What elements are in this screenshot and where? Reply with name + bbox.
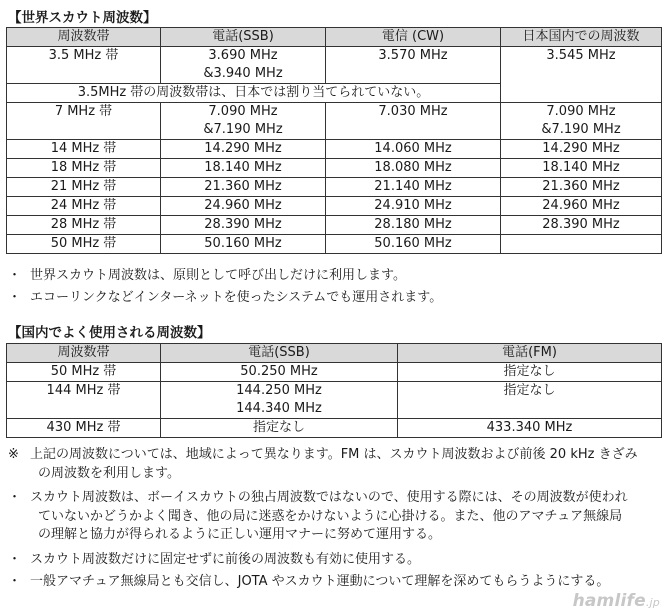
ssb-value: 144.340 MHz: [236, 401, 322, 416]
bullet-mark: ・: [8, 552, 22, 567]
header-ssb: 電話(SSB): [161, 344, 398, 363]
bullet-text: 世界スカウト周波数は、原則として呼び出しだけに利用します。: [30, 268, 406, 283]
note-asterisk: [8, 446, 658, 483]
cw-cell: 21.140 MHz: [326, 178, 501, 197]
header-fm: 電話(FM): [398, 344, 662, 363]
note-bullet: [8, 551, 658, 570]
bullet-mark: ・: [8, 290, 22, 305]
jp-value: &7.190 MHz: [541, 122, 621, 137]
world-scout-frequency-table: [6, 27, 662, 254]
note-text: スカウト周波数は、ボーイスカウトの独占周波数ではないので、使用する際には、その周波数が使われ: [30, 490, 628, 505]
cw-cell: 50.160 MHz: [326, 235, 501, 254]
jp-cell: 14.290 MHz: [501, 140, 662, 159]
table-row: [7, 363, 662, 382]
ssb-cell: [161, 47, 326, 84]
note-text: 一般アマチュア無線局とも交信し、JOTA やスカウト運動について理解を深めてもらうようにする。: [30, 574, 610, 589]
fm-cell: 433.340 MHz: [398, 419, 662, 438]
band-cell: 144 MHz 帯: [7, 382, 161, 419]
table-row: [7, 178, 662, 197]
fm-cell: 指定なし: [398, 382, 662, 419]
band-cell: 24 MHz 帯: [7, 197, 161, 216]
section2-title: 【国内でよく使用される周波数】: [8, 325, 211, 341]
jp-cell: [501, 235, 662, 254]
cw-cell: 3.570 MHz: [326, 47, 501, 84]
band-cell: 430 MHz 帯: [7, 419, 161, 438]
header-cw: 電信 (CW): [326, 28, 501, 47]
section1-bullet: [8, 267, 658, 286]
jp-cell: 24.960 MHz: [501, 197, 662, 216]
note-mark: ※: [8, 447, 19, 462]
table-row: [7, 382, 662, 419]
ssb-value: 144.250 MHz: [236, 383, 322, 398]
watermark-suffix: .jp: [645, 596, 660, 609]
band-cell: 21 MHz 帯: [7, 178, 161, 197]
band-cell: 3.5 MHz 帯: [7, 47, 161, 84]
jp-cell: 3.545 MHz: [501, 47, 662, 103]
header-jp: 日本国内での周波数: [501, 28, 662, 47]
cw-cell: 18.080 MHz: [326, 159, 501, 178]
band-cell: 28 MHz 帯: [7, 216, 161, 235]
bullet-mark: ・: [8, 490, 22, 505]
ssb-cell: 14.290 MHz: [161, 140, 326, 159]
ssb-cell: 指定なし: [161, 419, 398, 438]
table-row: [7, 216, 662, 235]
fm-cell: 指定なし: [398, 363, 662, 382]
jp-cell: 28.390 MHz: [501, 216, 662, 235]
cw-cell: 24.910 MHz: [326, 197, 501, 216]
note-text: スカウト周波数だけに固定せずに前後の周波数も有効に使用する。: [30, 552, 421, 567]
table-header-row: [7, 28, 662, 47]
table-row: [7, 197, 662, 216]
ssb-value: 7.090 MHz: [208, 104, 278, 119]
section1-title: 【世界スカウト周波数】: [8, 10, 157, 26]
ssb-value: &3.940 MHz: [203, 66, 283, 81]
header-band: 周波数帯: [7, 28, 161, 47]
ssb-cell: [161, 382, 398, 419]
ssb-cell: 24.960 MHz: [161, 197, 326, 216]
ssb-value: &7.190 MHz: [203, 122, 283, 137]
note-bullet: [8, 489, 658, 545]
bullet-mark: ・: [8, 268, 22, 283]
ssb-cell: 50.250 MHz: [161, 363, 398, 382]
ssb-cell: [161, 103, 326, 140]
cw-cell: 28.180 MHz: [326, 216, 501, 235]
jp-cell: 21.360 MHz: [501, 178, 662, 197]
cw-cell: 14.060 MHz: [326, 140, 501, 159]
bullet-text: エコーリンクなどインターネットを使ったシステムでも運用されます。: [30, 290, 443, 305]
note-text: ていないかどうかよく聞き、他の局に迷惑をかけないように心掛ける。また、他のアマチュア無線局: [38, 508, 623, 524]
band-cell: 18 MHz 帯: [7, 159, 161, 178]
table-row: [7, 140, 662, 159]
section1-bullet: [8, 289, 658, 308]
band-cell: 14 MHz 帯: [7, 140, 161, 159]
table-row: [7, 235, 662, 254]
table-row: [7, 103, 662, 140]
jp-value: 7.090 MHz: [546, 104, 616, 119]
band-note-cell: 3.5MHz 帯の周波数帯は、日本では割り当てられていない。: [7, 84, 501, 103]
hamlife-watermark: [573, 591, 660, 611]
note-text: の周波数を利用します。: [38, 465, 180, 481]
cw-cell: 7.030 MHz: [326, 103, 501, 140]
note-bullet: [8, 573, 658, 592]
table-row: [7, 419, 662, 438]
ssb-cell: 50.160 MHz: [161, 235, 326, 254]
jp-cell: [501, 103, 662, 140]
ssb-cell: 18.140 MHz: [161, 159, 326, 178]
header-ssb: 電話(SSB): [161, 28, 326, 47]
band-cell: 50 MHz 帯: [7, 235, 161, 254]
bullet-mark: ・: [8, 574, 22, 589]
band-cell: 7 MHz 帯: [7, 103, 161, 140]
table-row: [7, 159, 662, 178]
table-row: [7, 47, 662, 84]
note-text: の理解と協力が得られるように正しい運用マナーに努めて運用する。: [38, 527, 442, 542]
header-band: 周波数帯: [7, 344, 161, 363]
ssb-value: 3.690 MHz: [208, 48, 278, 63]
watermark-main: hamlife: [572, 591, 646, 611]
note-text: 上記の周波数については、地域によって異なります。FM は、スカウト周波数および前後 20 kHz きざみ: [30, 447, 638, 462]
ssb-cell: 28.390 MHz: [161, 216, 326, 235]
band-cell: 50 MHz 帯: [7, 363, 161, 382]
table-header-row: [7, 344, 662, 363]
jp-cell: 18.140 MHz: [501, 159, 662, 178]
ssb-cell: 21.360 MHz: [161, 178, 326, 197]
domestic-frequency-table: [6, 343, 662, 438]
